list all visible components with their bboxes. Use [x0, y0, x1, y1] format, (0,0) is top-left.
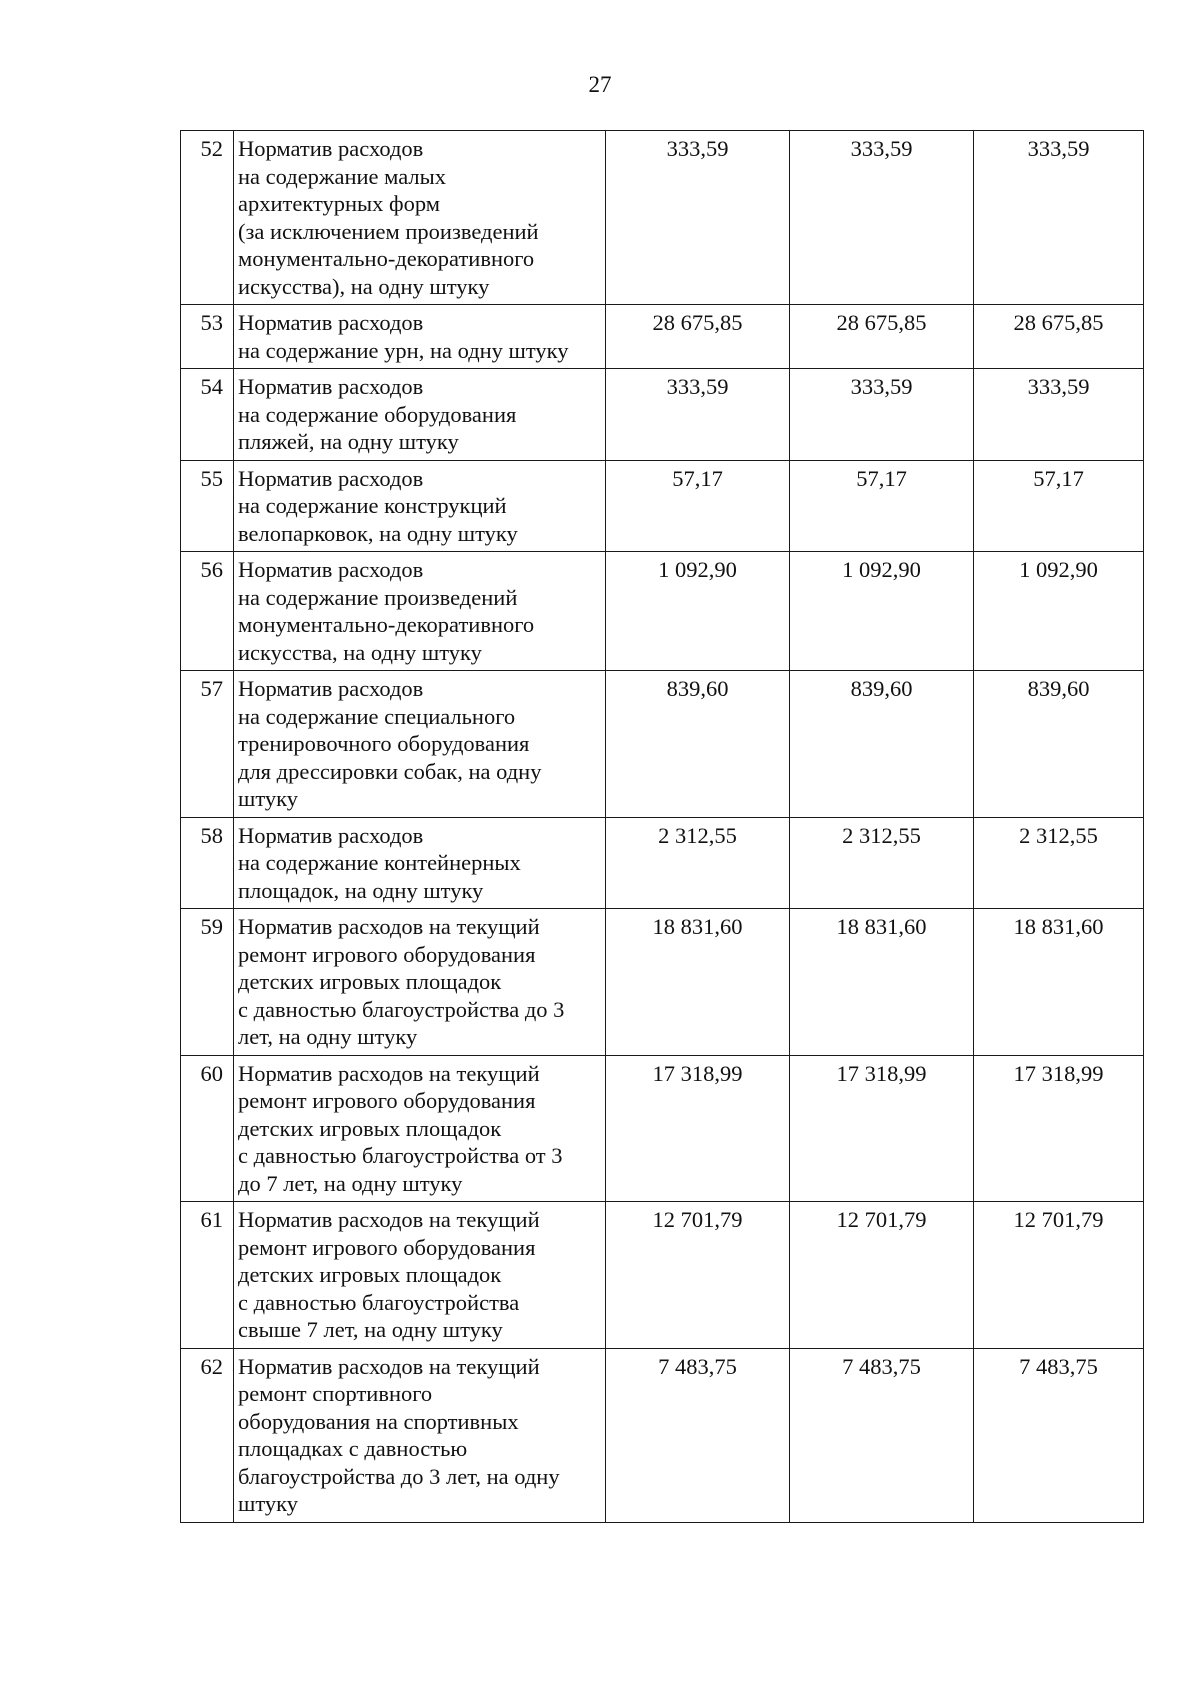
value-cell-3: 7 483,75 — [974, 1348, 1144, 1522]
description-line: Норматив расходов — [238, 676, 424, 701]
value-cell-2: 12 701,79 — [790, 1202, 974, 1349]
description-line: на содержание произведений — [238, 584, 518, 610]
norms-table — [180, 130, 1144, 1523]
table-row — [181, 369, 1144, 461]
value-cell-2: 18 831,60 — [790, 909, 974, 1056]
description-line: на содержание оборудования — [238, 401, 517, 427]
row-description — [234, 1055, 606, 1202]
value-cell-2: 57,17 — [790, 460, 974, 552]
value-cell-1: 57,17 — [606, 460, 790, 552]
description-line: ремонт игрового оборудования — [238, 1088, 536, 1113]
value-cell-2: 839,60 — [790, 671, 974, 818]
description-line: Норматив расходов — [238, 465, 424, 491]
description-line: ремонт игрового оборудования — [238, 941, 536, 967]
table-row — [181, 305, 1144, 369]
value-cell-1: 2 312,55 — [606, 817, 790, 909]
description-line: Норматив расходов — [238, 822, 424, 848]
description-line: штуку — [238, 786, 298, 811]
row-description — [234, 552, 606, 671]
value-cell-2: 7 483,75 — [790, 1348, 974, 1522]
description-line: до 7 лет, на одну штуку — [238, 1170, 463, 1196]
value-cell-1: 1 092,90 — [606, 552, 790, 671]
row-description — [234, 817, 606, 909]
description-line: площадок, на одну штуку — [238, 877, 484, 903]
description-line: лет, на одну штуку — [238, 1024, 418, 1049]
description-line: Норматив расходов — [238, 310, 424, 335]
description-line: штуку — [238, 1491, 298, 1516]
value-cell-2: 333,59 — [790, 131, 974, 305]
description-line: Норматив расходов — [238, 557, 424, 582]
row-number: 61 — [181, 1202, 234, 1349]
row-number: 53 — [181, 305, 234, 369]
value-cell-1: 18 831,60 — [606, 909, 790, 1056]
description-line: на содержание специального — [238, 703, 516, 729]
description-line: на содержание урн, на одну штуку — [238, 337, 569, 363]
table-row — [181, 1055, 1144, 1202]
description-line: Норматив расходов на текущий — [238, 1060, 540, 1086]
value-cell-3: 17 318,99 — [974, 1055, 1144, 1202]
value-cell-2: 333,59 — [790, 369, 974, 461]
row-description — [234, 369, 606, 461]
description-line: архитектурных форм — [238, 191, 441, 216]
row-description — [234, 1348, 606, 1522]
table-row — [181, 1202, 1144, 1349]
value-cell-3: 1 092,90 — [974, 552, 1144, 671]
row-description — [234, 909, 606, 1056]
description-line: ремонт спортивного — [238, 1381, 433, 1406]
description-line: с давностью благоустройства до 3 — [238, 996, 565, 1022]
row-description — [234, 460, 606, 552]
description-line: велопарковок, на одну штуку — [238, 520, 518, 546]
value-cell-3: 333,59 — [974, 131, 1144, 305]
description-line: оборудования на спортивных — [238, 1408, 519, 1434]
value-cell-2: 2 312,55 — [790, 817, 974, 909]
description-line: искусства), на одну штуку — [238, 273, 490, 299]
value-cell-3: 333,59 — [974, 369, 1144, 461]
row-number: 57 — [181, 671, 234, 818]
description-line: тренировочного оборудования — [238, 731, 530, 756]
description-line: Норматив расходов — [238, 374, 424, 399]
value-cell-1: 333,59 — [606, 131, 790, 305]
description-line: благоустройства до 3 лет, на одну — [238, 1463, 560, 1489]
description-line: детских игровых площадок — [238, 1115, 502, 1141]
value-cell-3: 28 675,85 — [974, 305, 1144, 369]
row-description — [234, 671, 606, 818]
value-cell-3: 839,60 — [974, 671, 1144, 818]
value-cell-2: 17 318,99 — [790, 1055, 974, 1202]
description-line: (за исключением произведений — [238, 218, 539, 244]
table-row — [181, 909, 1144, 1056]
value-cell-1: 333,59 — [606, 369, 790, 461]
row-number: 52 — [181, 131, 234, 305]
row-number: 58 — [181, 817, 234, 909]
row-description — [234, 131, 606, 305]
description-line: ремонт игрового оборудования — [238, 1234, 536, 1260]
value-cell-2: 1 092,90 — [790, 552, 974, 671]
row-number: 54 — [181, 369, 234, 461]
row-number: 60 — [181, 1055, 234, 1202]
description-line: на содержание конструкций — [238, 493, 507, 518]
norms-table-body — [181, 131, 1144, 1523]
value-cell-1: 7 483,75 — [606, 1348, 790, 1522]
table-row — [181, 460, 1144, 552]
table-row — [181, 671, 1144, 818]
description-line: Норматив расходов на текущий — [238, 914, 540, 939]
value-cell-1: 839,60 — [606, 671, 790, 818]
value-cell-2: 28 675,85 — [790, 305, 974, 369]
row-description — [234, 1202, 606, 1349]
table-row — [181, 1348, 1144, 1522]
description-line: Норматив расходов — [238, 136, 424, 161]
description-line: Норматив расходов на текущий — [238, 1353, 540, 1379]
description-line: свыше 7 лет, на одну штуку — [238, 1317, 503, 1342]
value-cell-1: 28 675,85 — [606, 305, 790, 369]
value-cell-1: 12 701,79 — [606, 1202, 790, 1349]
row-number: 56 — [181, 552, 234, 671]
row-number: 55 — [181, 460, 234, 552]
description-line: монументально-декоративного — [238, 246, 535, 271]
table-row — [181, 131, 1144, 305]
description-line: на содержание малых — [238, 163, 447, 189]
description-line: искусства, на одну штуку — [238, 639, 482, 665]
row-description — [234, 305, 606, 369]
value-cell-3: 2 312,55 — [974, 817, 1144, 909]
row-number: 59 — [181, 909, 234, 1056]
description-line: Норматив расходов на текущий — [238, 1207, 540, 1232]
value-cell-3: 12 701,79 — [974, 1202, 1144, 1349]
description-line: на содержание контейнерных — [238, 850, 521, 875]
page-number: 27 — [588, 72, 612, 97]
description-line: монументально-декоративного — [238, 612, 535, 637]
description-line: детских игровых площадок — [238, 1262, 502, 1287]
table-row — [181, 552, 1144, 671]
description-line: с давностью благоустройства от 3 — [238, 1143, 563, 1168]
value-cell-3: 18 831,60 — [974, 909, 1144, 1056]
description-line: с давностью благоустройства — [238, 1289, 520, 1315]
value-cell-1: 17 318,99 — [606, 1055, 790, 1202]
table-row — [181, 817, 1144, 909]
row-number: 62 — [181, 1348, 234, 1522]
value-cell-3: 57,17 — [974, 460, 1144, 552]
description-line: для дрессировки собак, на одну — [238, 758, 542, 784]
description-line: детских игровых площадок — [238, 969, 502, 994]
description-line: пляжей, на одну штуку — [238, 429, 459, 454]
description-line: площадках с давностью — [238, 1436, 468, 1461]
